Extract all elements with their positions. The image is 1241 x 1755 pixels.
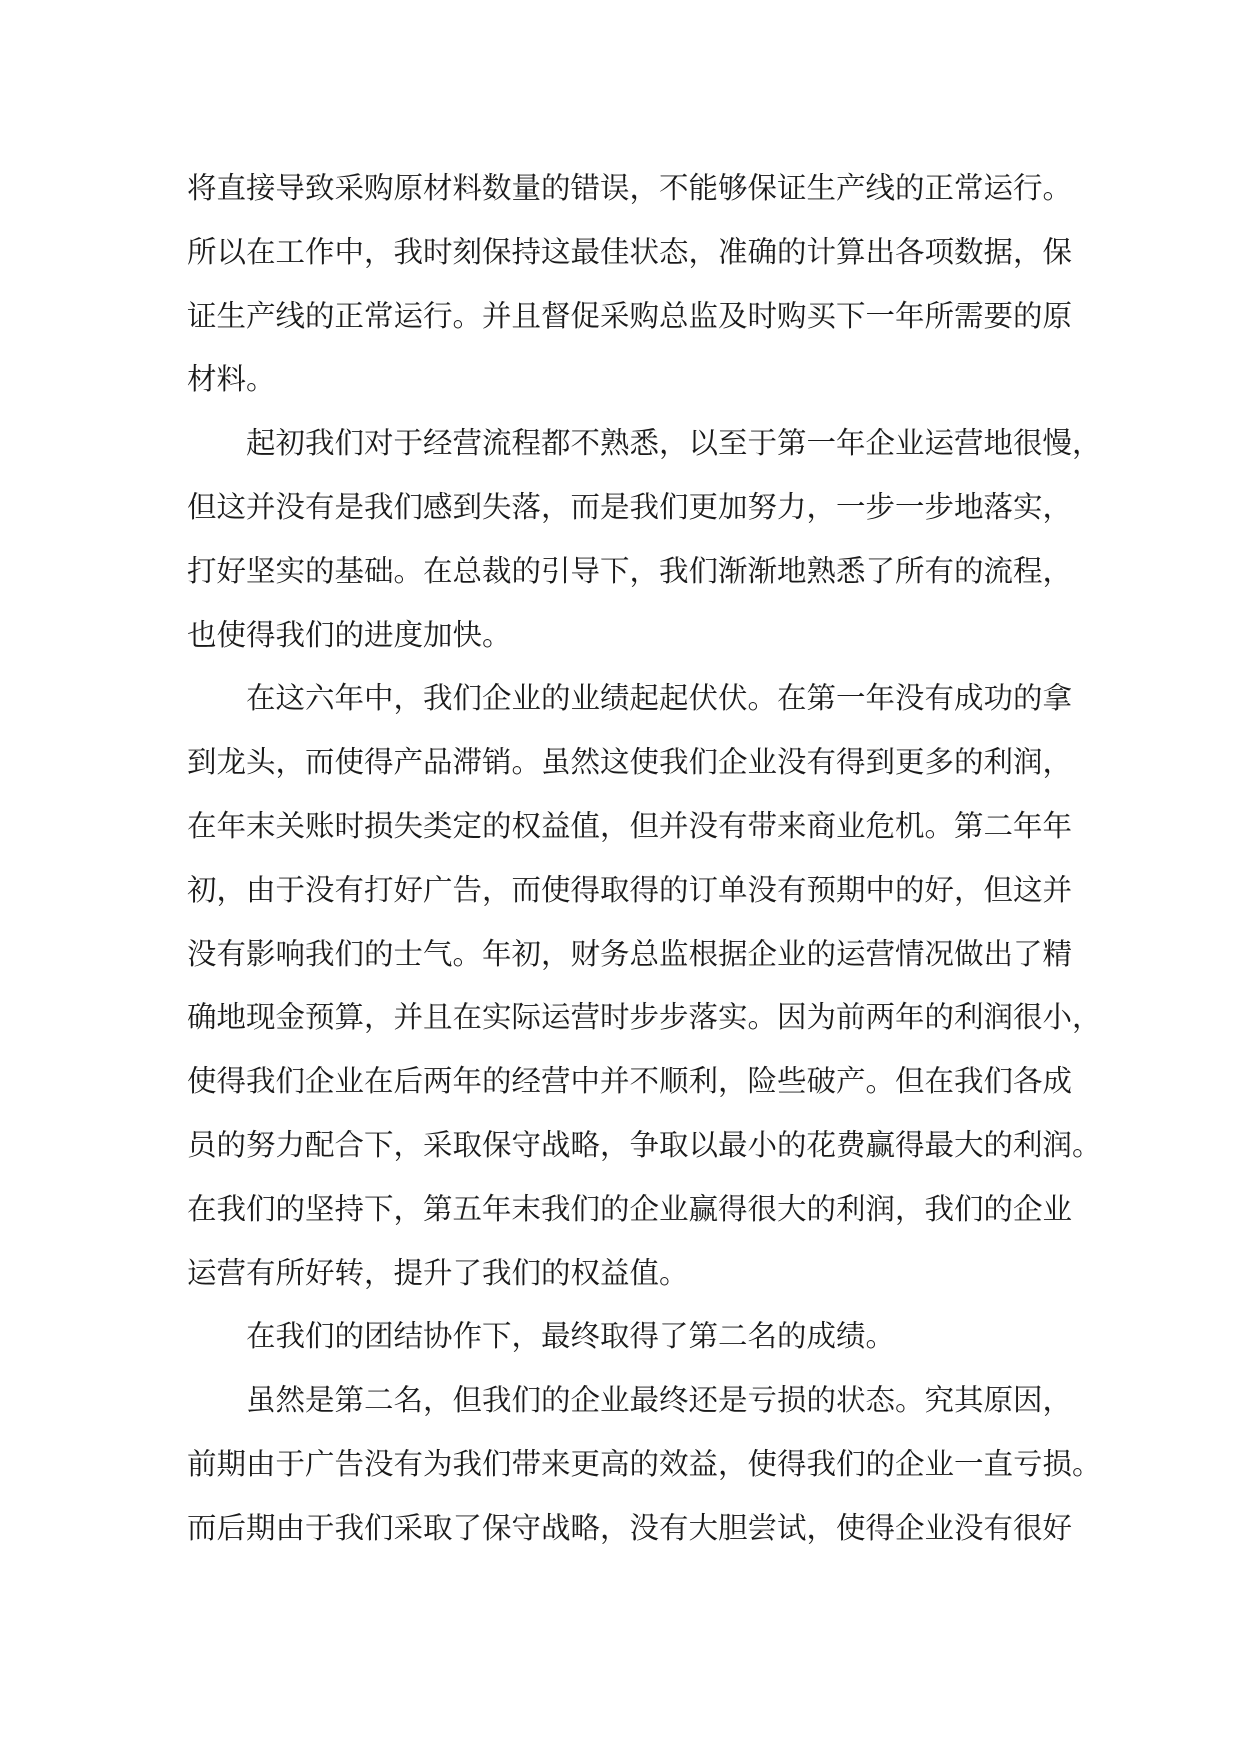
text-line: 打好坚实的基础。在总裁的引导下，我们渐渐地熟悉了所有的流程， [187,553,1073,588]
text-line: 证生产线的正常运行。并且督促采购总监及时购买下一年所需要的原 [187,298,1073,333]
body-text [187,157,1102,1561]
text-line: 运营有所好转，提升了我们的权益值。 [187,1255,689,1290]
text-line: 使得我们企业在后两年的经营中并不顺利，险些破产。但在我们各成 [187,1064,1073,1099]
text-line: 到龙头，而使得产品滞销。虽然这使我们企业没有得到更多的利润， [187,745,1073,780]
text-line: 员的努力配合下，采取保守战略，争取以最小的花费赢得最大的利润。 [187,1127,1102,1162]
paragraph-first-line: 在这六年中，我们企业的业绩起起伏伏。在第一年没有成功的拿 [246,681,1073,716]
text-line: 前期由于广告没有为我们带来更高的效益，使得我们的企业一直亏损。 [187,1446,1102,1481]
paragraph-first-line: 在我们的团结协作下，最终取得了第二名的成绩。 [246,1319,896,1354]
text-line: 而后期由于我们采取了保守战略，没有大胆尝试，使得企业没有很好 [187,1510,1073,1545]
text-line: 将直接导致采购原材料数量的错误，不能够保证生产线的正常运行。 [187,171,1073,205]
text-line: 初，由于没有打好广告，而使得取得的订单没有预期中的好，但这并 [187,872,1073,907]
text-line: 所以在工作中，我时刻保持这最佳状态，准确的计算出各项数据，保 [187,234,1073,269]
text-line: 材料。 [187,362,276,397]
paragraph-first-line: 虽然是第二名，但我们的企业最终还是亏损的状态。究其原因， [246,1383,1073,1418]
text-line: 在年末关账时损失类定的权益值，但并没有带来商业危机。第二年年 [187,808,1073,843]
paragraph-first-line: 起初我们对于经营流程都不熟悉，以至于第一年企业运营地很慢， [246,426,1102,461]
text-line: 也使得我们的进度加快。 [187,617,512,652]
text-line: 确地现金预算，并且在实际运营时步步落实。因为前两年的利润很小， [187,1000,1102,1035]
text-line: 但这并没有是我们感到失落，而是我们更加努力，一步一步地落实， [187,489,1073,524]
text-line: 没有影响我们的士气。年初，财务总监根据企业的运营情况做出了精 [187,936,1073,971]
text-line: 在我们的坚持下，第五年末我们的企业赢得很大的利润，我们的企业 [187,1191,1073,1226]
